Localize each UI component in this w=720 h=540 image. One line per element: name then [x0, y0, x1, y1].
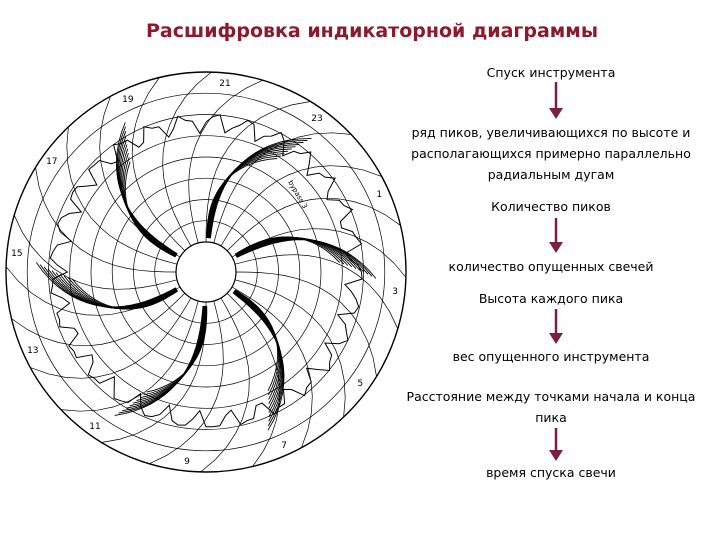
- dial-hour-label: 13: [27, 346, 39, 357]
- dial-hour-label: 23: [311, 113, 323, 124]
- dial-hour-label: 21: [219, 78, 231, 89]
- dial-trace-line: [64, 276, 177, 309]
- dial-time-arc: [6, 267, 180, 316]
- peak-height-label: Высота каждого пика: [478, 291, 624, 306]
- dial-hour-label: 19: [122, 94, 134, 105]
- dial-trace-line: [60, 274, 177, 308]
- arrow-down-icon: [546, 309, 566, 345]
- peak-distance-meaning: время спуска свечи: [486, 465, 616, 480]
- arrow-down-icon: [546, 218, 566, 254]
- dial-time-arc: [149, 301, 223, 464]
- arrow-down-icon: [546, 82, 566, 120]
- peak-height-meaning: вес опущенного инструмента: [452, 349, 650, 364]
- dial-time-arc: [14, 215, 177, 289]
- dial-time-arc: [36, 168, 177, 273]
- dial-time-arc: [189, 80, 263, 243]
- dial-time-arc: [235, 255, 398, 329]
- dial-hour-label: 3: [392, 287, 398, 297]
- dial-hour-label: 11: [89, 422, 101, 433]
- dial-hour-label: 9: [184, 457, 190, 468]
- dial-trace-line: [56, 273, 177, 309]
- dial-hour-label: 5: [357, 379, 364, 389]
- dial-time-arc: [201, 298, 250, 472]
- peak-distance-label: Расстояние между точками начала и конца пика: [406, 389, 696, 425]
- dial-time-arc: [235, 280, 345, 417]
- dial-trace-line: [68, 278, 178, 310]
- dial-trace-line: [115, 306, 203, 416]
- arrow-down-icon: [546, 428, 566, 462]
- heading-descent: Спуск инструмента: [486, 65, 616, 80]
- dial-trace-line: [124, 157, 176, 256]
- page-title: Расшифровка индикаторной диаграммы: [146, 20, 599, 42]
- dial-hour-label: 7: [281, 441, 287, 452]
- dial-time-arc: [236, 272, 377, 377]
- dial-hour-label: 15: [11, 249, 23, 259]
- dial-grid: [6, 72, 406, 472]
- dial-center-hub: [176, 242, 236, 302]
- dial-hour-label: 17: [46, 157, 58, 167]
- dial-annotation: bypass 3: [286, 179, 309, 211]
- dial-time-arc: [227, 293, 280, 466]
- peaks-count-meaning: количество опущенных свечей: [448, 259, 654, 274]
- dial-time-arc: [163, 72, 212, 246]
- pattern-description: ряд пиков, увеличивающихся по высоте и располагающихся примерно параллельно радиальным дугам: [411, 125, 691, 182]
- dial-time-arc: [61, 301, 198, 411]
- dial-hour-label: 1: [376, 189, 383, 200]
- peaks-count-label: Количество пиков: [491, 199, 611, 214]
- dial-time-arc: [232, 229, 406, 278]
